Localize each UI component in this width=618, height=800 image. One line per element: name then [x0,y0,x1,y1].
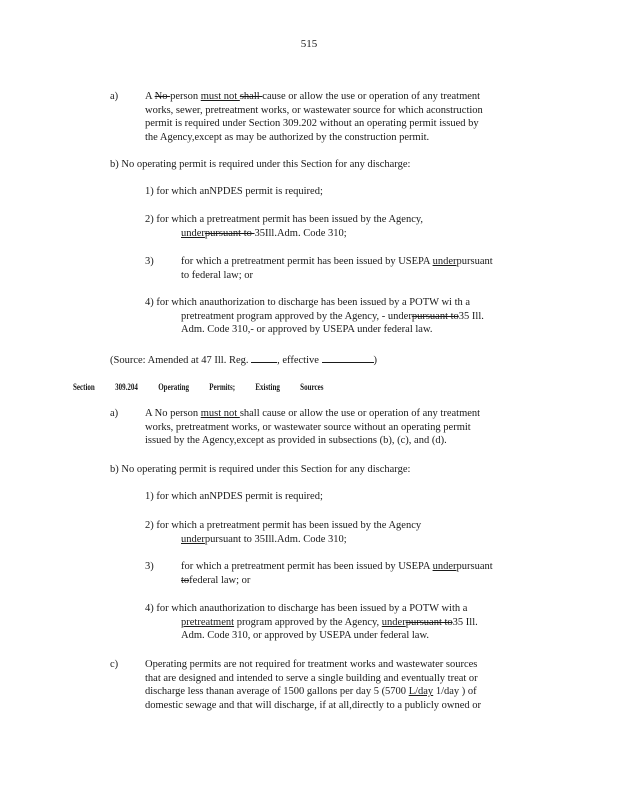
inserted-text: L/day [408,686,434,697]
text: ) [373,355,378,366]
subsection-a-text [145,90,483,144]
page-number: 515 [300,38,318,50]
line [145,407,480,421]
struck-text: pursuant to [405,616,453,628]
line [181,255,493,269]
line [145,90,483,104]
subsection-a-label: a) [110,91,119,102]
text: person [170,91,201,102]
line [145,533,421,547]
text: , effective [277,355,322,366]
item-3 [181,255,493,282]
heading-word: Existing [255,382,280,392]
source-note [110,352,377,368]
inserted-text: under [432,256,457,267]
line: 4) for which anauthorization to discharge has been issued by a POTW with a [145,603,468,614]
line: works, pretreatment works, or wastewater source without an operating permit [145,421,471,433]
text: 35Ill.Adm. Code 310; [254,227,347,239]
text: federal law; or [189,574,251,586]
section-number: 309.204 [115,382,138,392]
line: to federal law; or [181,269,254,281]
heading-word: Sources [300,382,324,392]
text: for which a pretreatment permit has been issued by USEPA [181,561,433,572]
item-3 [181,560,493,587]
item-2 [145,519,421,546]
subsection-a-text [145,407,480,448]
line [145,310,484,324]
line: domestic sewage and that will discharge, if at all,directly to a publicly owned or [145,699,481,711]
text: shall cause or allow the use or operation of any treatment [239,408,481,419]
section-word: Section [73,382,95,392]
line [181,560,493,574]
subsection-a-label: a) [110,408,119,419]
text: 1/day ) of [433,686,477,697]
subsection-b-text: b) No operating permit is required under this Section for any discharge: [110,464,411,475]
subsection-c-text [145,658,481,712]
line: 4) for which anauthorization to discharge has been issued by a POTW wi th a [145,297,471,308]
line: Adm. Code 310,- or approved by USEPA under federal law. [181,324,433,335]
text: program approved by the Agency, [234,616,382,628]
heading-word: Permits; [209,382,236,392]
inserted-text: under [181,227,205,239]
item-3-label: 3) [145,256,154,267]
text: 35 Ill. [458,310,484,322]
line: the Agency,except as may be authorized by the construction permit. [145,131,430,143]
blank-field [251,352,277,363]
text: 35 Ill. [452,616,478,628]
inserted-text: under [181,533,205,545]
line: issued by the Agency,except as provided in subsections (b), (c), and (d). [145,435,447,446]
line: Adm. Code 310, or approved by USEPA under federal law. [181,630,429,641]
text: cause or allow the use or operation of any treatment [262,91,481,102]
text: pretreatment program approved by the Agency, - under [181,310,412,322]
line: that are designed and intended to serve a single building and eventually treat or [145,672,478,684]
text: (Source: Amended at 47 Ill. Reg. [110,355,252,366]
struck-text: to [181,574,190,586]
heading-word: Operating [158,382,190,392]
line [181,574,493,588]
inserted-text: under [381,616,406,628]
item-3-label: 3) [145,561,154,572]
struck-text: No [154,91,171,102]
line: works, sewer, pretreatment works, or wastewater source for which aconstruction [145,104,483,116]
line: 2) for which a pretreatment permit has been issued by the Agency, [145,214,424,225]
section-heading [73,381,344,395]
blank-field [322,352,374,363]
subsection-c-label: c) [110,659,119,670]
inserted-text: pretreatment [181,616,235,628]
text: pursuant to 35Ill.Adm. Code 310; [204,533,347,545]
text: pursuant [456,256,493,267]
inserted-text: must not [200,408,240,419]
text: A No person [145,408,201,419]
inserted-text: must not [200,91,240,102]
struck-text: pursuant to [204,227,255,239]
line [145,616,478,630]
text: discharge less thanan average of 1500 gallons per day 5 (5700 [145,686,409,697]
text: for which a pretreatment permit has been issued by USEPA [181,256,433,267]
struck-text: shall [239,91,263,102]
item-1: 1) for which anNPDES permit is required; [145,186,323,197]
line: 2) for which a pretreatment permit has been issued by the Agency [145,520,422,531]
line: Operating permits are not required for treatment works and wastewater sources [145,659,478,670]
inserted-text: under [432,561,457,572]
item-2 [145,213,423,240]
item-1: 1) for which anNPDES permit is required; [145,491,323,502]
text: pursuant [456,561,493,572]
line [145,685,481,699]
line: permit is required under Section 309.202 without an operating permit issued by [145,118,479,129]
line [145,227,423,241]
item-4 [145,296,484,337]
item-4 [145,602,478,643]
text: A [145,91,155,102]
struck-text: pursuant to [411,310,459,322]
subsection-b-text: b) No operating permit is required under this Section for any discharge: [110,159,411,170]
